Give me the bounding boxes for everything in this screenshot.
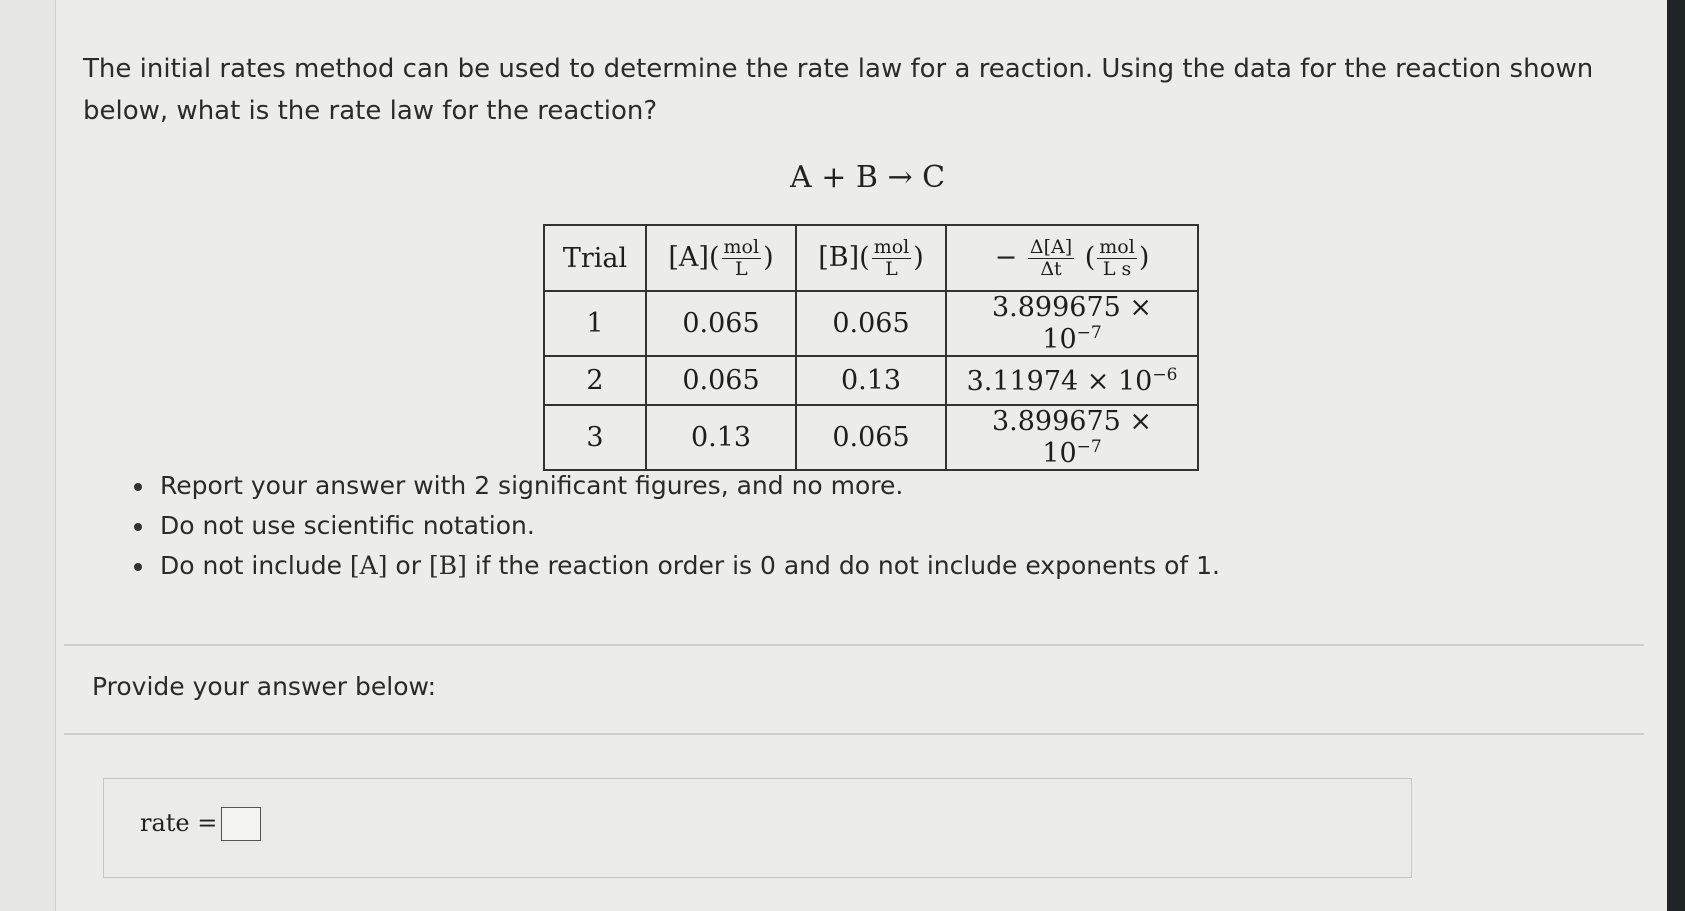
instruction-text: if the reaction order is 0 and do not include exponents of 1.	[466, 551, 1220, 580]
rate-unit-denominator: L s	[1102, 257, 1132, 280]
rate-minus-sign: −	[994, 241, 1018, 273]
rate-exponent: −7	[1076, 437, 1102, 457]
cell-b: 0.065	[796, 291, 946, 356]
instruction-text: or	[387, 551, 429, 580]
symbol-b: [B]	[428, 551, 467, 580]
header-trial: Trial	[544, 225, 646, 291]
reaction-equation: A + B → C	[790, 160, 946, 195]
header-b-concentration: [B]( $\frac{\text{mol}}{L}$ )	[796, 225, 946, 291]
instruction-item: Do not use scientific notation.	[130, 506, 1220, 546]
divider	[64, 644, 1644, 646]
unit-numerator: mol	[873, 235, 910, 258]
instruction-item: Report your answer with 2 significant figures, and no more.	[130, 466, 1220, 506]
cell-a: 0.065	[646, 291, 796, 356]
answer-prompt: Provide your answer below:	[92, 672, 436, 701]
rate-label: rate =	[140, 809, 218, 837]
rate-mantissa: 3.899675 × 10	[991, 292, 1153, 355]
unit-fraction	[872, 237, 912, 280]
rate-numerator: Δ[A]	[1029, 235, 1073, 258]
rate-exponent: −6	[1152, 364, 1178, 385]
divider	[64, 733, 1644, 735]
table-row	[544, 356, 1198, 405]
rate-denominator: Δt	[1040, 257, 1062, 280]
cell-b: 0.13	[796, 356, 946, 405]
cell-rate	[946, 356, 1198, 405]
unit-numerator: mol	[723, 235, 760, 258]
rate-mantissa: 3.899675 × 10	[991, 406, 1153, 469]
instruction-text: Do not include	[160, 551, 350, 580]
answer-area	[103, 778, 1412, 878]
cell-a: 0.065	[646, 356, 796, 405]
cell-rate	[946, 405, 1198, 470]
instruction-item	[130, 546, 1220, 586]
table-header-row	[544, 225, 1198, 291]
cell-trial: 3	[544, 405, 646, 470]
window-edge	[1667, 0, 1685, 911]
cell-trial: 2	[544, 356, 646, 405]
initial-rates-table	[543, 224, 1199, 471]
rate-unit-fraction	[1097, 237, 1137, 280]
instruction-list	[130, 466, 1220, 586]
rate-exponent: −7	[1076, 323, 1102, 343]
symbol-a: [A]	[349, 551, 388, 580]
cell-b: 0.065	[796, 405, 946, 470]
unit-denominator: L	[885, 257, 898, 280]
unit-fraction	[722, 237, 762, 280]
header-b-label: [B]	[818, 241, 860, 273]
rate-answer-input[interactable]	[221, 807, 261, 841]
cell-rate	[946, 291, 1198, 356]
rate-unit-numerator: mol	[1099, 235, 1135, 258]
table-row	[544, 291, 1198, 356]
header-a-label: [A]	[668, 241, 709, 273]
unit-denominator: L	[734, 257, 748, 280]
table-row	[544, 405, 1198, 470]
cell-a: 0.13	[646, 405, 796, 470]
rate-fraction	[1028, 237, 1074, 280]
rate-mantissa: 3.11974 × 10	[966, 365, 1153, 397]
question-text: The initial rates method can be used to determine the rate law for a reaction. Using the data for the reaction shown below, what is the rate law for the reaction?	[83, 54, 1594, 126]
header-a-concentration: [A]( $\frac{\text{mol}}{L}$ )	[646, 225, 796, 291]
cell-trial: 1	[544, 291, 646, 356]
header-rate: − $\frac{\Delta[A]}{\Delta t}$ ( $\frac{\text{mol}}{\text{L s}}$ )	[946, 225, 1198, 291]
